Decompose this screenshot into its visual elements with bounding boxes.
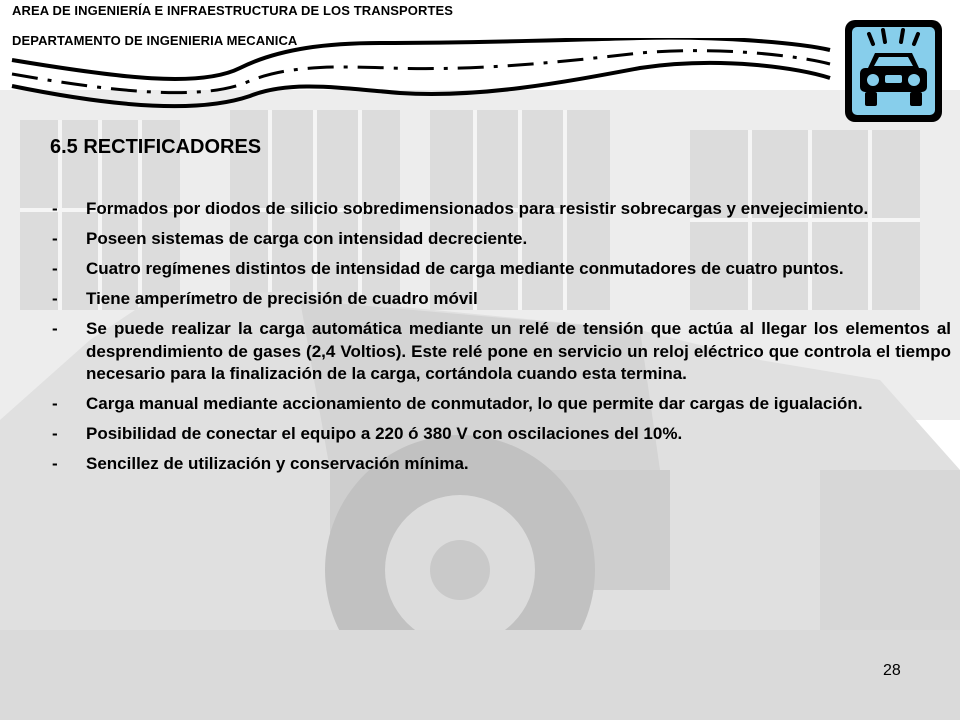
- bullet-text: Poseen sistemas de carga con intensidad decreciente.: [86, 229, 528, 248]
- page-number: 28: [883, 662, 901, 679]
- bullet-item: [50, 318, 951, 386]
- bullet-marker: -: [52, 289, 58, 308]
- bullet-marker: -: [52, 319, 58, 338]
- bullet-marker: -: [52, 199, 58, 218]
- bullet-text: Tiene amperímetro de precisión de cuadro móvil: [86, 289, 478, 308]
- bullet-item: [50, 423, 951, 446]
- bullet-item: [50, 393, 951, 416]
- bullet-list: [50, 198, 951, 483]
- road-decoration: [0, 38, 840, 118]
- bullet-text: Cuatro regímenes distintos de intensidad de carga mediante conmutadores de cuatro puntos.: [86, 259, 844, 278]
- bullet-item: [50, 258, 951, 281]
- header-line-1: AREA DE INGENIERÍA E INFRAESTRUCTURA DE LOS TRANSPORTES: [12, 3, 454, 18]
- bullet-marker: -: [52, 394, 58, 413]
- bullet-marker: -: [52, 259, 58, 278]
- slide-title: 6.5 RECTIFICADORES: [50, 136, 262, 158]
- bullet-text: Posibilidad de conectar el equipo a 220 ó 380 V con oscilaciones del 10%.: [86, 424, 683, 443]
- bullet-text: Se puede realizar la carga automática mediante un relé de tensión que actúa al llegar los elementos al desprendimiento de gases (2,4 Voltios). Este relé pone en servicio un reloj eléctrico que controla el tiempo necesario para la finalización de la carga, cortándola cuando esta termina.: [86, 319, 951, 383]
- bullet-marker: -: [52, 424, 58, 443]
- bullet-text: Carga manual mediante accionamiento de conmutador, lo que permite dar cargas de igualación.: [86, 394, 863, 413]
- car-icon: [843, 18, 944, 124]
- bullet-marker: -: [52, 454, 58, 473]
- bullet-item: [50, 198, 951, 221]
- bullet-item: [50, 228, 951, 251]
- bullet-item: [50, 288, 951, 311]
- header-line-2: DEPARTAMENTO DE INGENIERIA MECANICA: [12, 33, 298, 48]
- bullet-item: [50, 453, 951, 476]
- bullet-marker: -: [52, 229, 58, 248]
- bullet-text: Formados por diodos de silicio sobredimensionados para resistir sobrecargas y envejecimiento.: [86, 199, 869, 218]
- bullet-text: Sencillez de utilización y conservación mínima.: [86, 454, 469, 473]
